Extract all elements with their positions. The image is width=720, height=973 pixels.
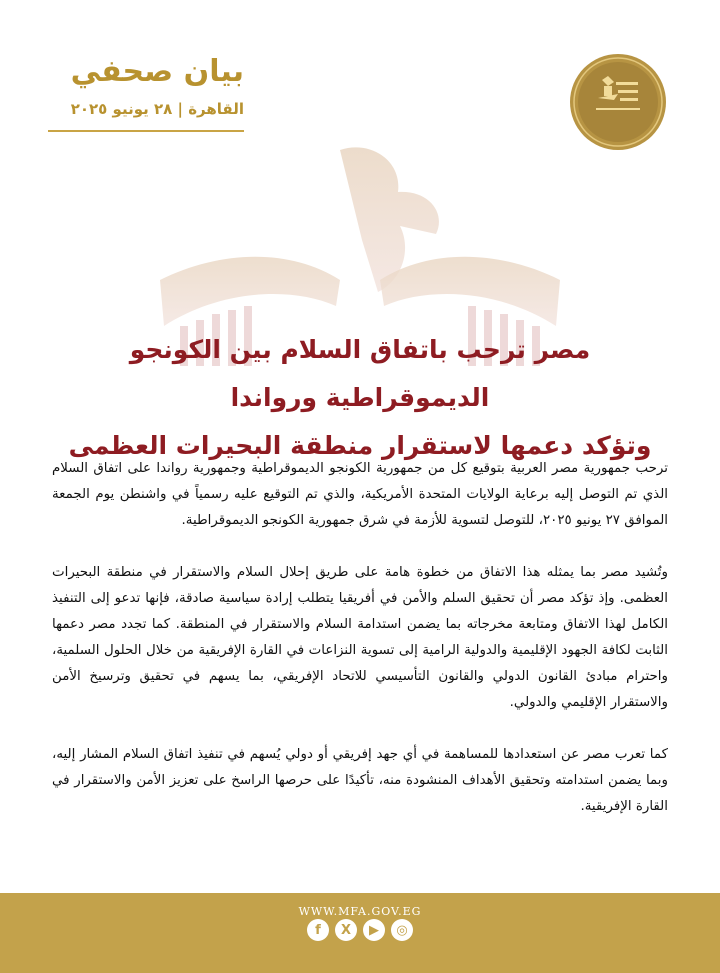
title-divider (48, 130, 244, 132)
paragraph-3: كما تعرب مصر عن استعدادها للمساهمة في أي جهد إفريقي أو دولي يُسهم في تنفيذ اتفاق السلام المشار إليه، وبما يضمن استدامته وتحقيق الأهداف المنشودة منه، تأكيدًا على حرصها الراسخ على تعزيز الأمن والاستقرار في القارة الإفريقية. (52, 747, 668, 814)
headline-line-2: وتؤكد دعمها لاستقرار منطقة البحيرات العظمى (68, 431, 652, 460)
headline (60, 326, 660, 470)
social-links (0, 919, 720, 941)
paragraph-2: وتُشيد مصر بما يمثله هذا الاتفاق من خطوة هامة على طريق إحلال السلام والاستقرار في منطقة البحيرات العظمى. وإذ تؤكد مصر أن تحقيق السلم والأمن في أفريقيا يتطلب إرادة سياسية صادقة، فإنها تدعو إلى التنفيذ الكامل لهذا الاتفاق ومتابعة مخرجاته بما يضمن استدامة السلام والاستقرار في المنطقة. كما تجدد مصر دعمها الثابت لكافة الجهود الإقليمية والدولية الرامية إلى تسوية النزاعات في القارة الإفريقية من خلال الحلول السلمية، واحترام مبادئ القانون الدولي والقانون التأسيسي للاتحاد الإفريقي، بما يسهم في تحقيق وترسيخ الأمن والاستقرار الإقليمي والدولي. (52, 565, 668, 710)
title-block (48, 52, 244, 132)
date-line: القاهرة | ٢٨ يونيو ٢٠٢٥ (70, 100, 244, 118)
instagram-icon[interactable]: ◎ (391, 919, 413, 941)
footer-bar (0, 893, 720, 973)
ministry-seal-icon (568, 52, 668, 152)
document-header (0, 0, 720, 160)
document-type-title: بيان صحفي (70, 54, 244, 89)
paragraph-1: ترحب جمهورية مصر العربية بتوقيع كل من جمهورية الكونجو الديموقراطية وجمهورية رواندا على اتفاق السلام الذي تم التوصل إليه برعاية الولايات المتحدة الأمريكية، والذي تم التوقيع عليه رسمياً في واشنطن يوم الجمعة الموافق ٢٧ يونيو ٢٠٢٥، للتوصل لتسوية للأزمة في شرق جمهورية الكونجو الديموقراطية. (52, 461, 668, 528)
body-text (52, 456, 668, 846)
website-url[interactable]: WWW.MFA.GOV.EG (298, 905, 422, 918)
headline-line-1: مصر ترحب باتفاق السلام بين الكونجو الديموقراطية ورواندا (129, 335, 591, 412)
facebook-icon[interactable]: f (307, 919, 329, 941)
youtube-icon[interactable]: ▶ (363, 919, 385, 941)
x-icon[interactable]: X (335, 919, 357, 941)
